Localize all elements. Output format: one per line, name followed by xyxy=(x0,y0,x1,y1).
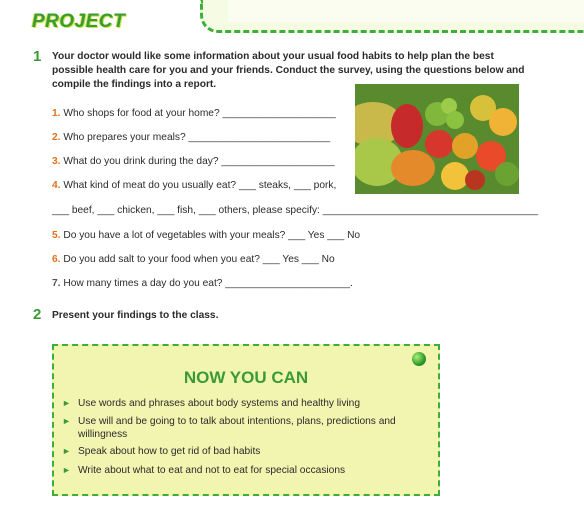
nyc-item xyxy=(62,397,418,410)
question-text: Who prepares your meals? _________________________ xyxy=(63,132,331,143)
question-number: 1. xyxy=(52,108,61,119)
arrow-icon: ► xyxy=(62,446,71,456)
question-1 xyxy=(52,108,336,119)
fruit-photo xyxy=(355,84,519,194)
nyc-item-text: Speak about how to get rid of bad habits xyxy=(78,446,261,457)
task-number-1: 1 xyxy=(33,48,42,65)
nyc-item xyxy=(62,464,418,477)
nyc-item-text: Use words and phrases about body systems and healthy living xyxy=(78,398,361,409)
question-3 xyxy=(52,156,335,167)
question-4 xyxy=(52,180,336,191)
question-text: Do you add salt to your food when you eat? ___ Yes ___ No xyxy=(63,254,335,265)
question-number: 2. xyxy=(52,132,61,143)
question-text: How many times a day do you eat? ______________________. xyxy=(63,278,353,289)
question-text: Do you have a lot of vegetables with your meals? ___ Yes ___ No xyxy=(63,230,361,241)
question-number: 6. xyxy=(52,254,61,265)
arrow-icon: ► xyxy=(62,465,71,475)
task-number-2: 2 xyxy=(33,306,42,323)
nyc-item xyxy=(62,445,418,458)
question-number: 7. xyxy=(52,278,61,289)
question-text: What do you drink during the day? ____________________ xyxy=(63,156,335,167)
header-band-fill xyxy=(228,0,584,22)
question-text: ___ beef, ___ chicken, ___ fish, ___ others, please specify: ______________________________________ xyxy=(52,205,539,216)
nyc-item xyxy=(62,415,418,441)
green-dot-icon xyxy=(412,352,426,366)
question-text: Who shops for food at your home? ____________________ xyxy=(63,108,336,119)
question-7 xyxy=(52,278,353,289)
question-5 xyxy=(52,230,360,241)
task-instructions: Your doctor would like some information about your usual food habits to help plan the best possible health care for you and your friends. Conduct the survey, using the questions below and compile the findings into a report. xyxy=(52,51,525,90)
project-label: PROJECT xyxy=(32,11,126,32)
question-number: 5. xyxy=(52,230,61,241)
now-you-can-title: NOW YOU CAN xyxy=(183,368,309,387)
question-number: 4. xyxy=(52,180,61,191)
question-number: 3. xyxy=(52,156,61,167)
fruit-illustration xyxy=(355,84,519,194)
question-2 xyxy=(52,132,330,143)
question-6 xyxy=(52,254,335,265)
nyc-item-text: Write about what to eat and not to eat for special occasions xyxy=(78,465,346,476)
task-2-text: Present your findings to the class. xyxy=(52,310,219,321)
question-4-continued xyxy=(52,205,538,216)
arrow-icon: ► xyxy=(62,416,71,426)
nyc-item-text: Use will and be going to to talk about intentions, plans, predictions and willingness xyxy=(78,416,396,440)
question-text: What kind of meat do you usually eat? ___ steaks, ___ pork, xyxy=(63,180,337,191)
arrow-icon: ► xyxy=(62,398,71,408)
